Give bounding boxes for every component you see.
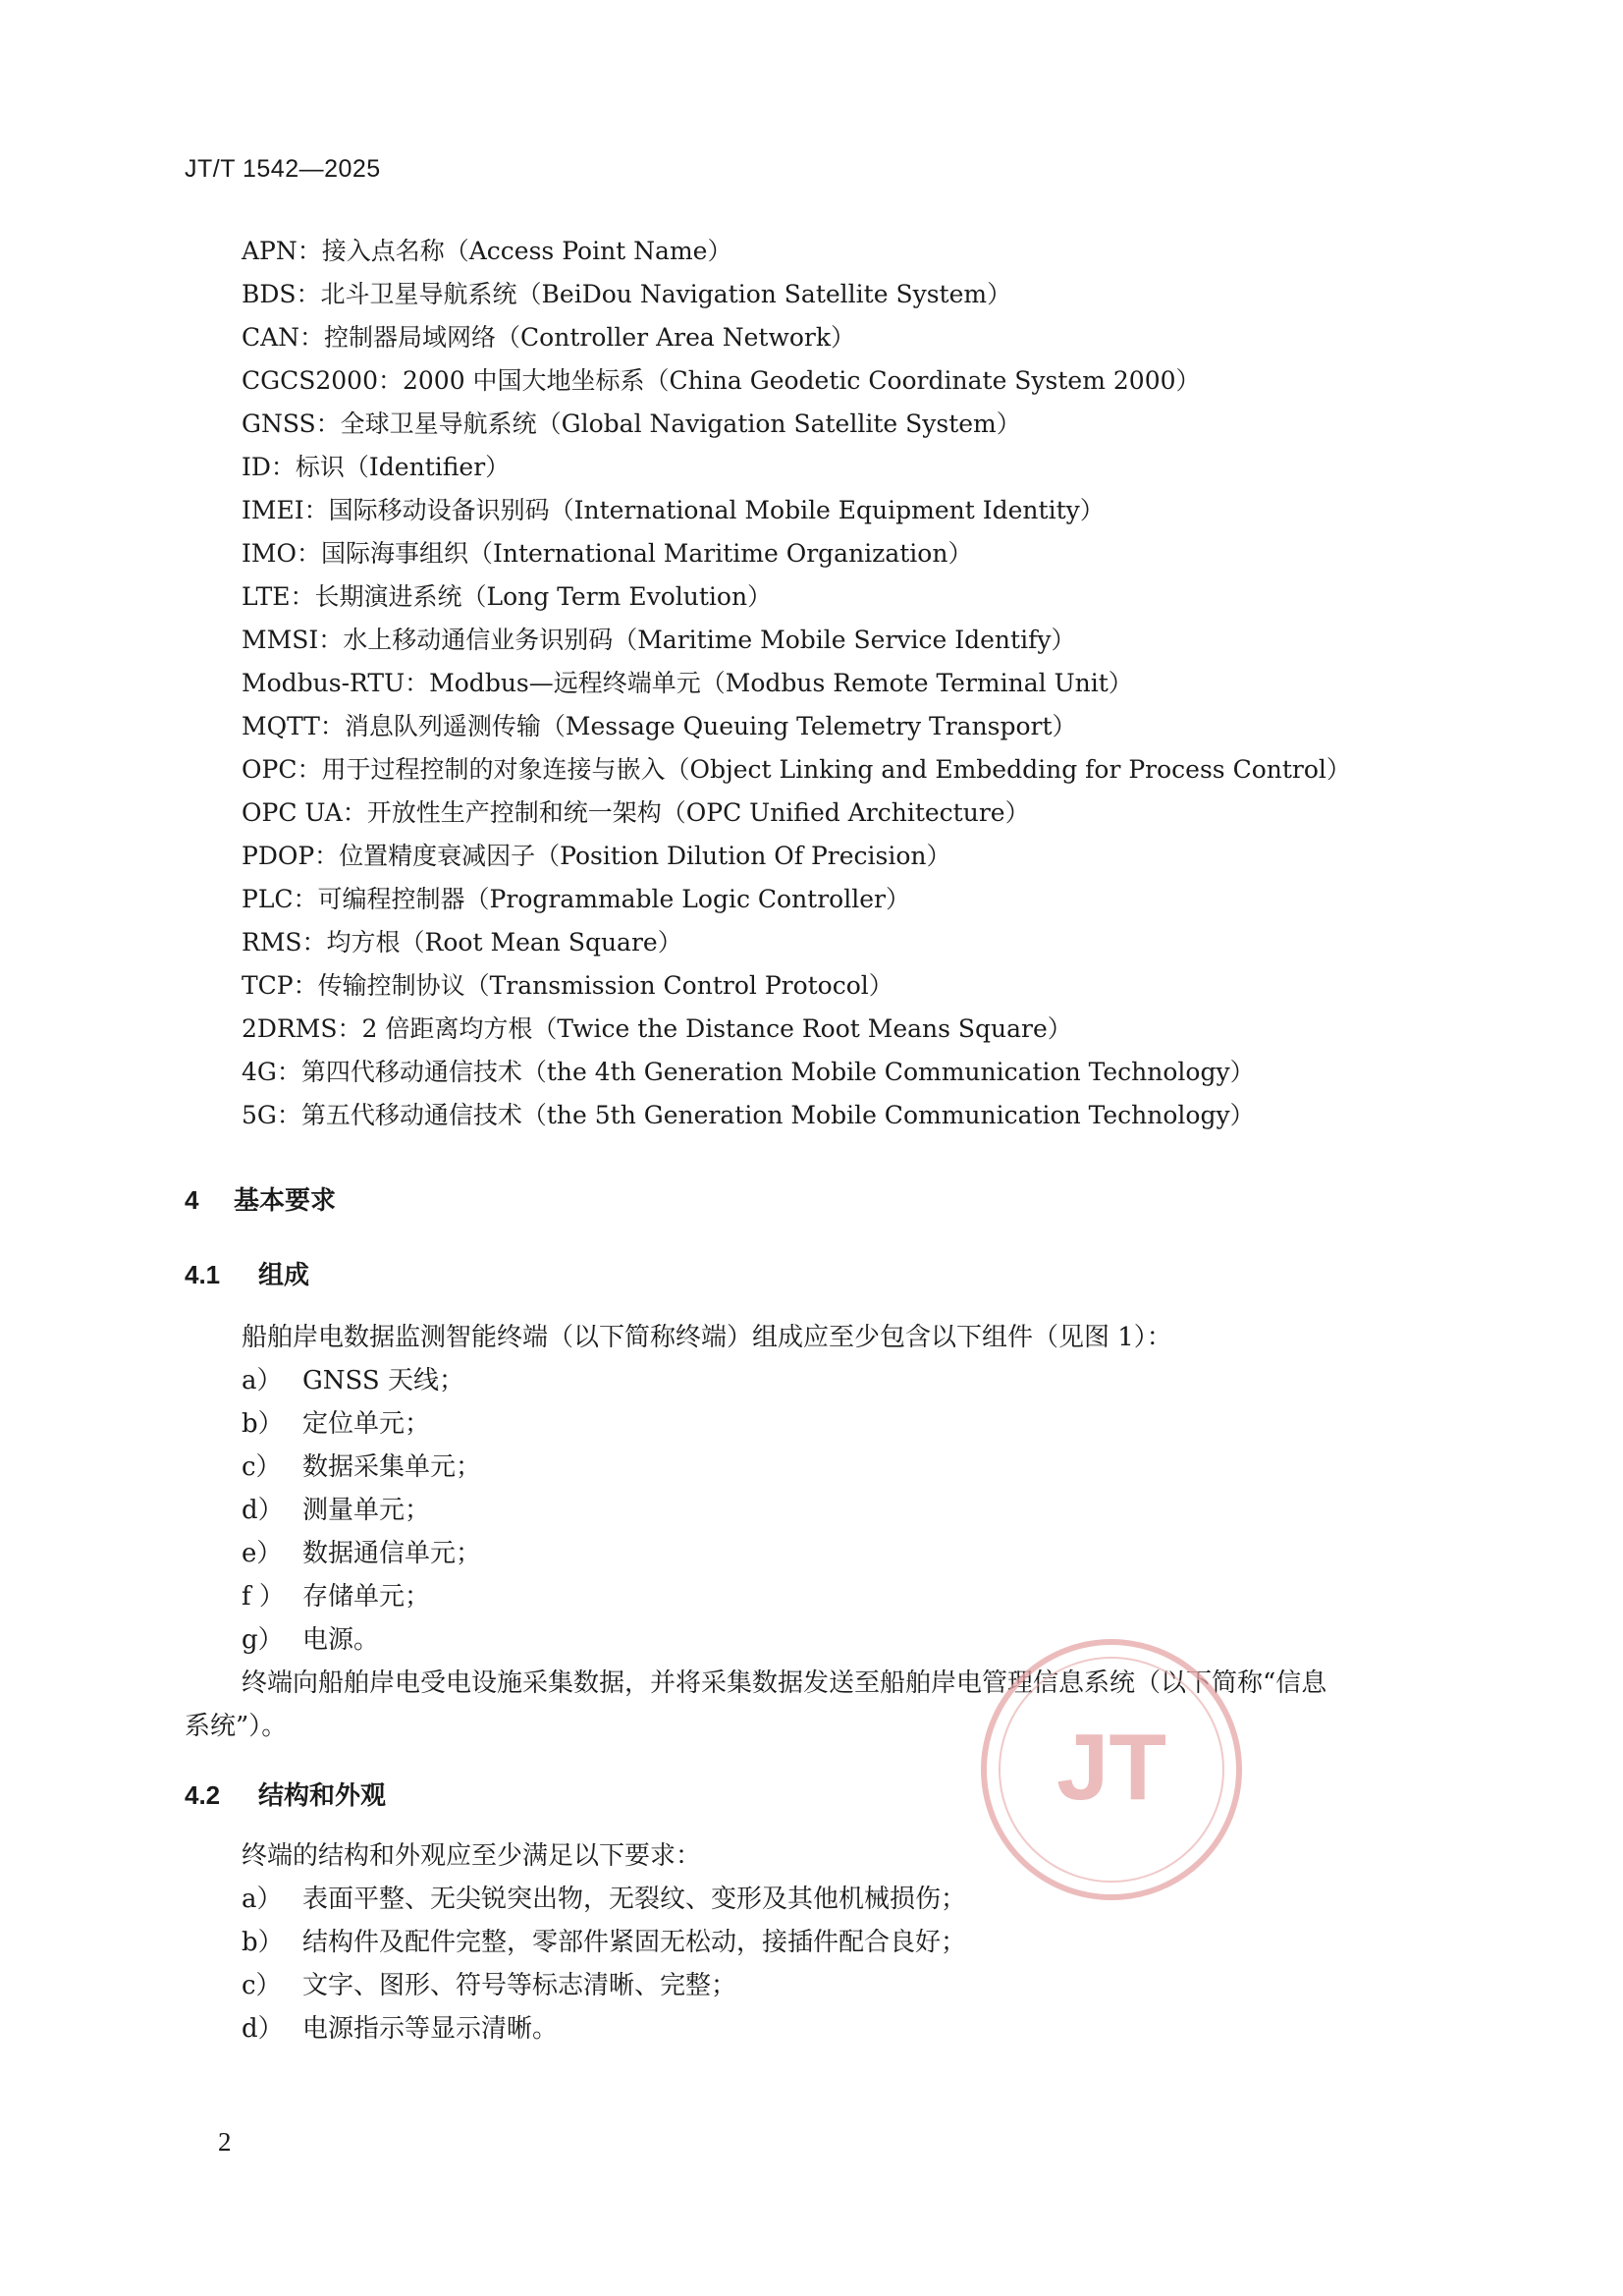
abbreviation-entry: APN：接入点名称（Access Point Name） xyxy=(242,237,732,265)
list-label: g） xyxy=(242,1625,284,1655)
abbreviation-entry: 5G：第五代移动通信技术（the 5th Generation Mobile Communication Technology） xyxy=(242,1101,1255,1129)
abbreviation-entry: BDS：北斗卫星导航系统（BeiDou Navigation Satellite System） xyxy=(242,280,1012,308)
abbreviation-entry: LTE：长期演进系统（Long Term Evolution） xyxy=(242,582,773,611)
abbreviation-entry: MMSI：水上移动通信业务识别码（Maritime Mobile Service Identify） xyxy=(242,626,1076,654)
list-label: b） xyxy=(242,1409,284,1439)
list-label: a） xyxy=(242,1885,283,1914)
abbreviation-entry: MQTT：消息队列遥测传输（Message Queuing Telemetry Transport） xyxy=(242,712,1077,740)
paragraph: 终端的结构和外观应至少满足以下要求： xyxy=(242,1841,702,1871)
subsection-title: 组成 xyxy=(258,1261,310,1290)
abbreviation-list xyxy=(242,230,1547,1137)
list-label: e） xyxy=(242,1539,283,1568)
subsection-title: 结构和外观 xyxy=(258,1781,387,1811)
list-text: GNSS 天线； xyxy=(302,1366,464,1395)
list-item xyxy=(242,1489,481,1532)
list-label: f ） xyxy=(242,1582,285,1612)
abbreviation-entry: ID：标识（Identifier） xyxy=(242,453,511,481)
abbreviation-entry: OPC UA：开放性生产控制和统一架构（OPC Unified Architecture） xyxy=(242,798,1030,827)
document-code: JT/T 1542—2025 xyxy=(185,155,381,183)
component-list xyxy=(242,1359,481,1662)
list-text: 电源。 xyxy=(302,1625,380,1655)
list-item xyxy=(242,1878,966,1921)
requirement-list xyxy=(242,1878,966,2050)
list-item xyxy=(242,2007,966,2050)
list-text: 测量单元； xyxy=(302,1496,431,1525)
list-item xyxy=(242,1402,481,1446)
abbreviation-entry: Modbus-RTU：Modbus—远程终端单元（Modbus Remote Terminal Unit） xyxy=(242,669,1133,697)
section-title: 基本要求 xyxy=(234,1186,337,1216)
list-label: b） xyxy=(242,1928,284,1957)
subsection-number: 4.1 xyxy=(185,1260,221,1289)
abbreviation-entry: GNSS：全球卫星导航系统（Global Navigation Satellite System） xyxy=(242,410,1021,438)
jt-seal-watermark xyxy=(974,1632,1249,1907)
paragraph-continuation: 系统”）。 xyxy=(185,1712,288,1741)
list-item xyxy=(242,1921,966,1964)
list-text: 定位单元； xyxy=(302,1409,431,1439)
paragraph: 船舶岸电数据监测智能终端（以下简称终端）组成应至少包含以下组件（见图 1）： xyxy=(242,1323,1172,1352)
abbreviation-entry: IMEI：国际移动设备识别码（International Mobile Equipment Identity） xyxy=(242,496,1105,524)
subsection-heading xyxy=(185,1776,386,1812)
list-item xyxy=(242,1446,481,1489)
list-text: 数据采集单元； xyxy=(302,1452,482,1482)
section-heading xyxy=(185,1180,336,1217)
list-label: c） xyxy=(242,1452,282,1482)
list-item xyxy=(242,1618,481,1662)
list-text: 表面平整、无尖锐突出物，无裂纹、变形及其他机械损伤； xyxy=(302,1885,967,1914)
paragraph: 终端向船舶岸电受电设施采集数据，并将采集数据发送至船舶岸电管理信息系统（以下简称“信息 xyxy=(242,1668,1327,1698)
abbreviation-entry: RMS：均方根（Root Mean Square） xyxy=(242,928,682,957)
abbreviation-entry: TCP：传输控制协议（Transmission Control Protocol） xyxy=(242,971,893,1000)
list-item xyxy=(242,1575,481,1618)
abbreviation-entry: OPC：用于过程控制的对象连接与嵌入（Object Linking and Embedding for Process Control） xyxy=(242,755,1351,784)
section-number: 4 xyxy=(185,1185,199,1215)
list-text: 文字、图形、符号等标志清晰、完整； xyxy=(302,1971,737,2000)
subsection-number: 4.2 xyxy=(185,1780,221,1810)
list-text: 数据通信单元； xyxy=(302,1539,482,1568)
abbreviation-entry: IMO：国际海事组织（International Maritime Organization） xyxy=(242,539,973,568)
abbreviation-entry: CAN：控制器局域网络（Controller Area Network） xyxy=(242,323,855,352)
list-item xyxy=(242,1964,966,2007)
subsection-heading xyxy=(185,1255,309,1291)
abbreviation-entry: CGCS2000：2000 中国大地坐标系（China Geodetic Coordinate System 2000） xyxy=(242,366,1201,395)
list-text: 结构件及配件完整，零部件紧固无松动，接插件配合良好； xyxy=(302,1928,967,1957)
abbreviation-entry: PDOP：位置精度衰减因子（Position Dilution Of Precision） xyxy=(242,842,951,870)
abbreviation-entry: 2DRMS：2 倍距离均方根（Twice the Distance Root Means Square） xyxy=(242,1014,1072,1043)
list-text: 电源指示等显示清晰。 xyxy=(302,2014,559,2044)
abbreviation-entry: PLC：可编程控制器（Programmable Logic Controller） xyxy=(242,885,910,913)
list-label: d） xyxy=(242,2014,284,2044)
list-label: c） xyxy=(242,1971,282,2000)
list-text: 存储单元； xyxy=(302,1582,431,1612)
abbreviation-entry: 4G：第四代移动通信技术（the 4th Generation Mobile Communication Technology） xyxy=(242,1058,1255,1086)
list-item xyxy=(242,1359,481,1402)
list-item xyxy=(242,1532,481,1575)
list-label: a） xyxy=(242,1366,283,1395)
page-number: 2 xyxy=(218,2127,232,2157)
seal-text: JT xyxy=(1055,1715,1167,1820)
list-label: d） xyxy=(242,1496,284,1525)
